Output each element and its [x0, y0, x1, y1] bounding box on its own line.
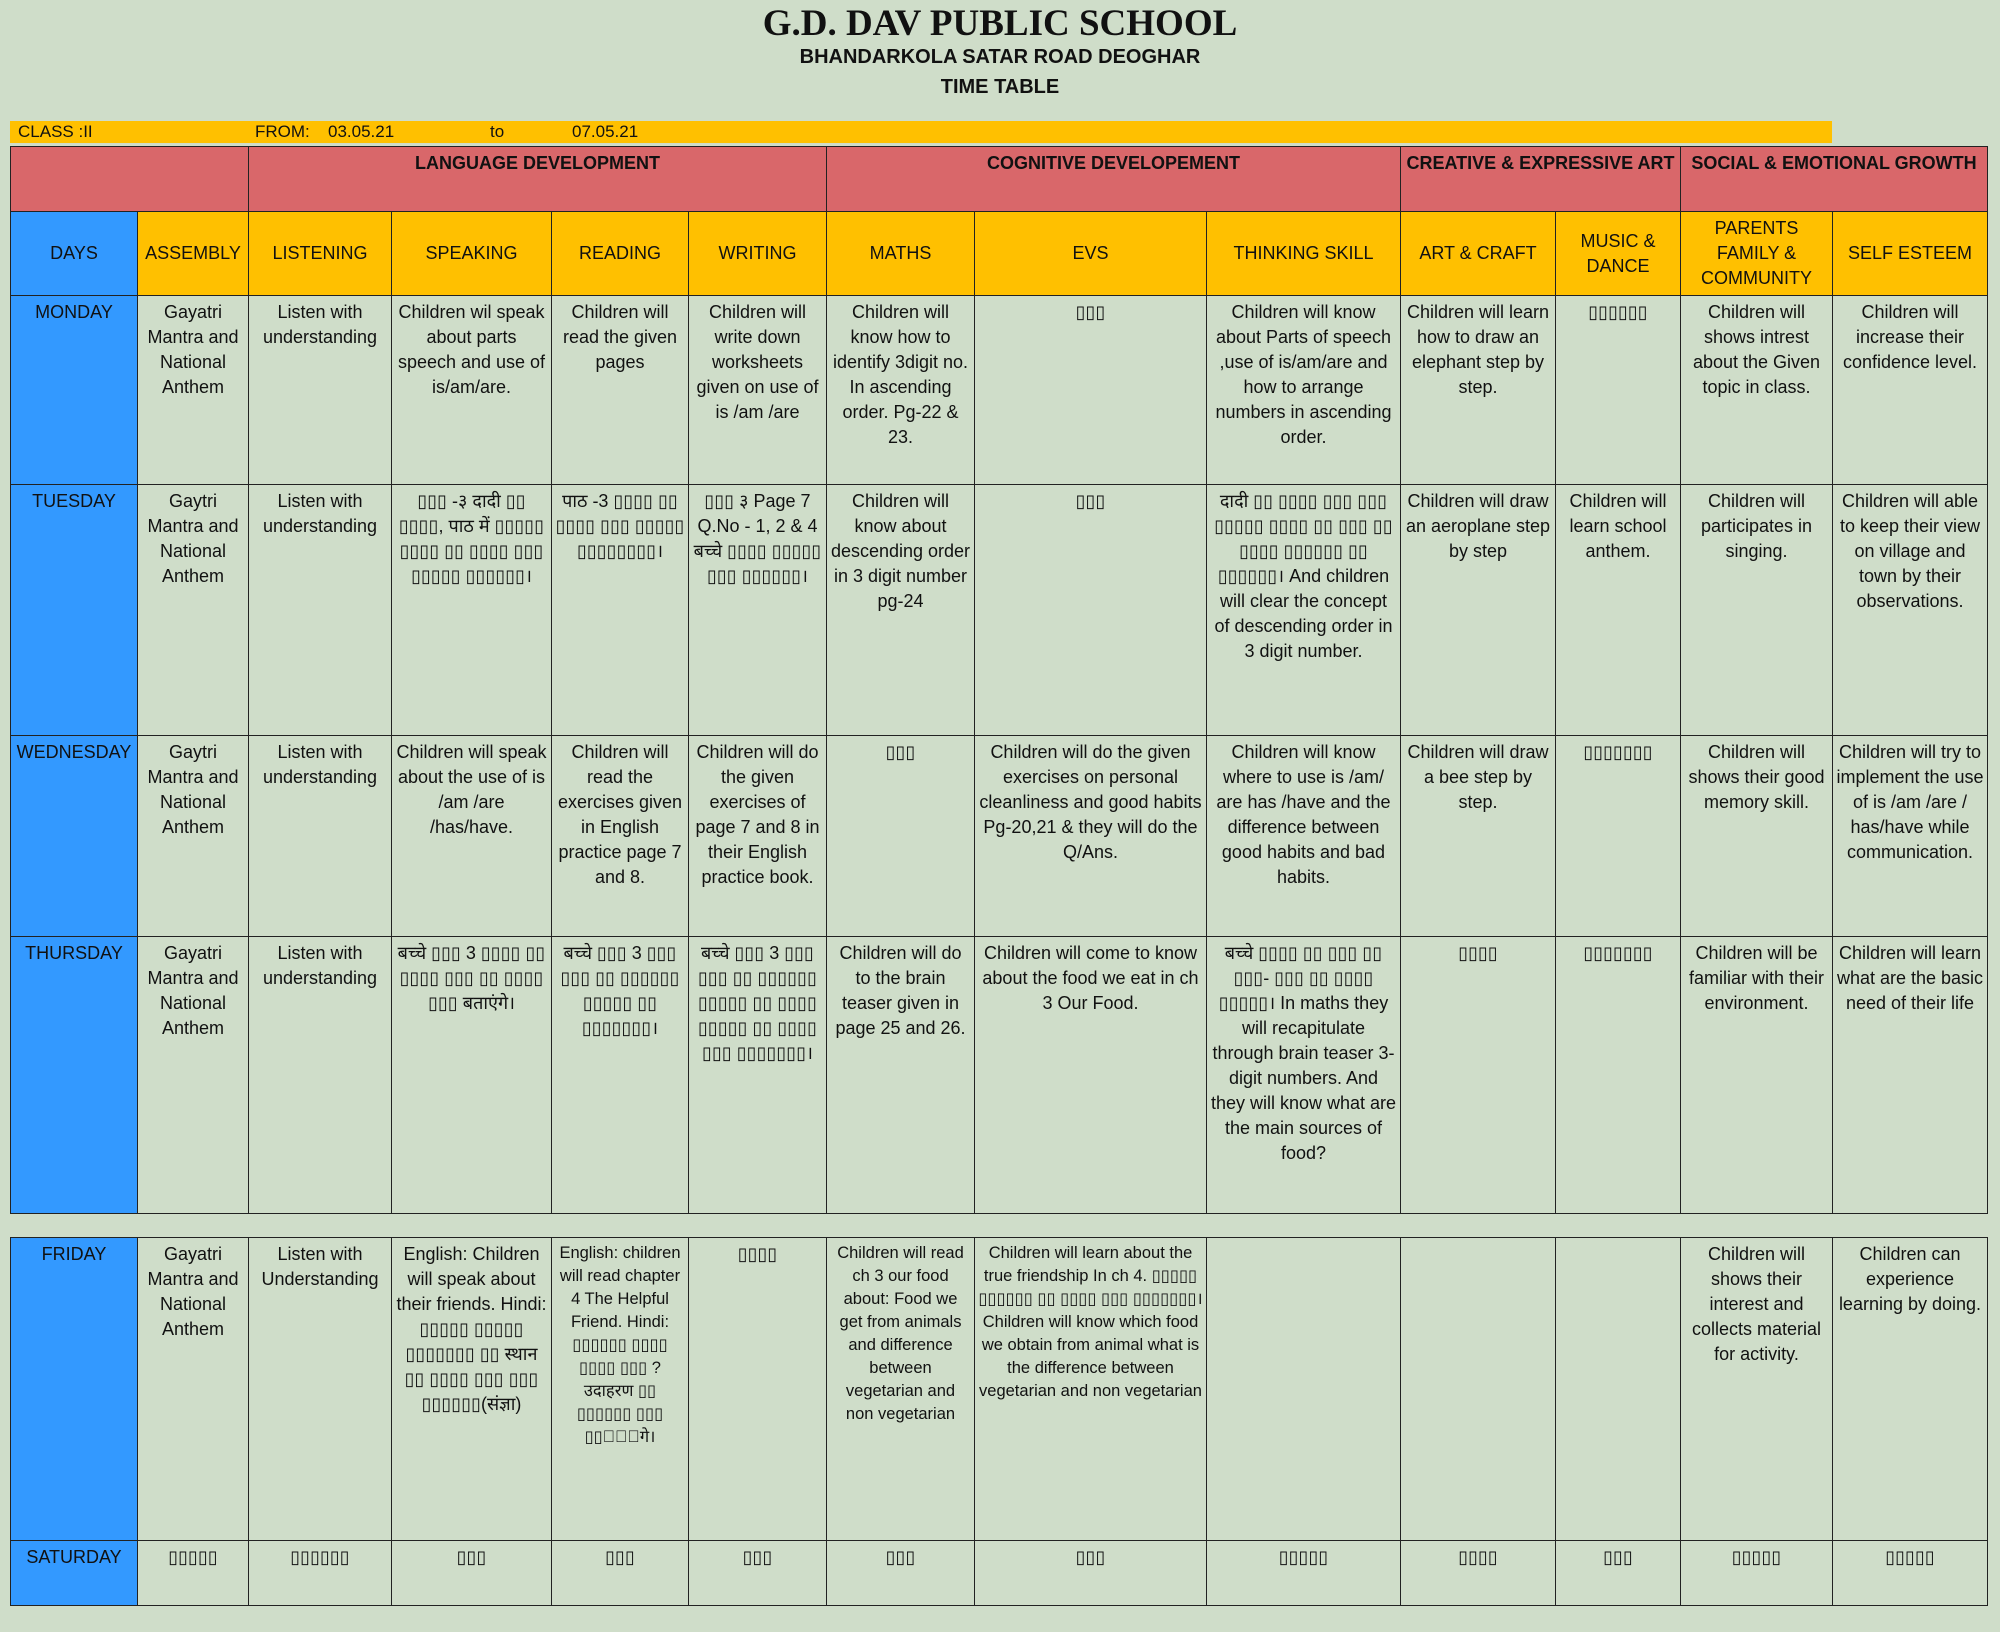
- day-row: [11, 296, 1988, 485]
- table-cell: ▯▯▯▯▯▯▯: [1556, 736, 1681, 937]
- column-header: EVS: [975, 212, 1207, 296]
- table-cell: Children will learn how to draw an elephant step by step.: [1401, 296, 1556, 485]
- day-row: [11, 485, 1988, 736]
- table-cell: Children will do to the brain teaser given in page 25 and 26.: [827, 937, 975, 1214]
- table-cell: Children will read the given pages: [552, 296, 689, 485]
- day-label: MONDAY: [11, 296, 138, 485]
- column-header: MUSIC & DANCE: [1556, 212, 1681, 296]
- table-cell: Children will do the given exercises of page 7 and 8 in their English practice book.: [689, 736, 827, 937]
- table-cell: बच्चे ▯▯▯ 3 ▯▯▯ ▯▯▯ ▯▯ ▯▯▯▯▯▯ ▯▯▯▯▯ ▯▯ ▯▯▯▯ ▯▯▯▯▯ ▯▯ ▯▯▯▯ ▯▯▯ ▯▯▯▯▯▯▯।: [689, 937, 827, 1214]
- table-cell: Children will know where to use is /am/ are has /have and the difference between good habits and bad habits.: [1207, 736, 1401, 937]
- table-cell: ▯▯▯: [1556, 1541, 1681, 1606]
- group-social: SOCIAL & EMOTIONAL GROWTH: [1681, 147, 1988, 212]
- table-cell: Children will learn what are the basic need of their life: [1833, 937, 1988, 1214]
- table-cell: Children will speak about the use of is /am /are /has/have.: [392, 736, 552, 937]
- table-cell: Children will draw a bee step by step.: [1401, 736, 1556, 937]
- column-header: MATHS: [827, 212, 975, 296]
- table-cell: ▯▯▯▯▯▯: [1556, 296, 1681, 485]
- day-label: THURSDAY: [11, 937, 138, 1214]
- table-cell: ▯▯▯▯▯: [1681, 1541, 1833, 1606]
- day-label: FRIDAY: [11, 1238, 138, 1541]
- from-date: 03.05.21: [328, 122, 395, 141]
- table-cell: ▯▯▯▯▯: [1207, 1541, 1401, 1606]
- table-cell: बच्चे ▯▯▯ 3 ▯▯▯▯ ▯▯ ▯▯▯▯ ▯▯▯ ▯▯ ▯▯▯▯ ▯▯▯ बताएंगे।: [392, 937, 552, 1214]
- table-cell: Children will be familiar with their environment.: [1681, 937, 1833, 1214]
- table-cell: ▯▯▯: [827, 736, 975, 937]
- table-cell: Children will learn school anthem.: [1556, 485, 1681, 736]
- table-cell: Children can experience learning by doing.: [1833, 1238, 1988, 1541]
- table-cell: Children will come to know about the food we eat in ch 3 Our Food.: [975, 937, 1207, 1214]
- table-cell: Listen with understanding: [249, 485, 392, 736]
- table-cell: Children will read the exercises given in English practice page 7 and 8.: [552, 736, 689, 937]
- table-cell: Children will shows their interest and collects material for activity.: [1681, 1238, 1833, 1541]
- table-cell: Listen with understanding: [249, 296, 392, 485]
- column-header: SELF ESTEEM: [1833, 212, 1988, 296]
- table-cell: ▯▯▯▯▯▯: [249, 1541, 392, 1606]
- column-header: ART & CRAFT: [1401, 212, 1556, 296]
- page-title: TIME TABLE: [940, 76, 1060, 98]
- column-header: SPEAKING: [392, 212, 552, 296]
- table-cell: Listen with understanding: [249, 937, 392, 1214]
- column-header: WRITING: [689, 212, 827, 296]
- class-bar: [10, 121, 1832, 143]
- day-row: [11, 736, 1988, 937]
- column-header: THINKING SKILL: [1207, 212, 1401, 296]
- column-header: ASSEMBLY: [138, 212, 249, 296]
- table-cell: Children will increase their confidence level.: [1833, 296, 1988, 485]
- group-cognitive: COGNITIVE DEVELOPEMENT: [827, 147, 1401, 212]
- group-blank: [11, 147, 249, 212]
- column-header-row: [11, 212, 1988, 296]
- table-cell: English: Children will speak about their friends. Hindi: ▯▯▯▯▯ ▯▯▯▯▯ ▯▯▯▯▯▯▯ ▯▯ स्थान ▯▯ ▯▯▯▯ ▯▯▯ ▯▯▯ ▯▯▯▯▯▯(संज्ञा): [392, 1238, 552, 1541]
- table-cell: ▯▯▯ ३ Page 7 Q.No - 1, 2 & 4 बच्चे ▯▯▯▯ ▯▯▯▯▯ ▯▯▯ ▯▯▯▯▯▯।: [689, 485, 827, 736]
- table-cell: ▯▯▯: [827, 1541, 975, 1606]
- table-cell: Children will draw an aeroplane step by step: [1401, 485, 1556, 736]
- table-cell: ▯▯▯▯: [689, 1238, 827, 1541]
- table-cell: Children will shows their good memory skill.: [1681, 736, 1833, 937]
- class-label: CLASS :II: [18, 122, 93, 141]
- table-cell: बच्चे ▯▯▯▯ ▯▯ ▯▯▯ ▯▯ ▯▯▯- ▯▯▯ ▯▯ ▯▯▯▯ ▯▯▯▯▯। In maths they will recapitulate through brain teaser 3-digit numbers. And they will know what are the main sources of food?: [1207, 937, 1401, 1214]
- column-header: DAYS: [11, 212, 138, 296]
- timetable-friday-saturday: [10, 1237, 1988, 1606]
- column-header: PARENTS FAMILY & COMMUNITY: [1681, 212, 1833, 296]
- table-cell: [1207, 1238, 1401, 1541]
- table-cell: ▯▯▯▯: [1401, 1541, 1556, 1606]
- day-row: [11, 937, 1988, 1214]
- group-language: LANGUAGE DEVELOPMENT: [249, 147, 827, 212]
- table-cell: Children will know about Parts of speech ,use of is/am/are and how to arrange numbers in ascending order.: [1207, 296, 1401, 485]
- table-cell: [1556, 1238, 1681, 1541]
- table-cell: Children will learn about the true friendship In ch 4. ▯▯▯▯▯ ▯▯▯▯▯▯ ▯▯ ▯▯▯▯ ▯▯▯ ▯▯▯▯▯▯▯। Children will know which food we obtain from animal what is the difference between vegetarian and non vegetarian: [975, 1238, 1207, 1541]
- timetable: [10, 146, 1988, 1214]
- table-cell: Gaytri Mantra and National Anthem: [138, 485, 249, 736]
- table-cell: दादी ▯▯ ▯▯▯▯ ▯▯▯ ▯▯▯ ▯▯▯▯▯ ▯▯▯▯ ▯▯ ▯▯▯ ▯▯ ▯▯▯▯ ▯▯▯▯▯▯ ▯▯ ▯▯▯▯▯▯। And children will clear the concept of descending order in 3 digit number.: [1207, 485, 1401, 736]
- day-label: WEDNESDAY: [11, 736, 138, 937]
- table-cell: बच्चे ▯▯▯ 3 ▯▯▯ ▯▯▯ ▯▯ ▯▯▯▯▯▯ ▯▯▯▯▯ ▯▯ ▯▯▯▯▯▯▯।: [552, 937, 689, 1214]
- table-cell: Listen with Understanding: [249, 1238, 392, 1541]
- table-cell: ▯▯▯▯▯: [1833, 1541, 1988, 1606]
- table-cell: ▯▯▯: [392, 1541, 552, 1606]
- table-cell: Listen with understanding: [249, 736, 392, 937]
- from-label: FROM:: [255, 122, 310, 141]
- table-cell: Children will shows intrest about the Given topic in class.: [1681, 296, 1833, 485]
- column-header: READING: [552, 212, 689, 296]
- table-cell: Children will know how to identify 3digit no. In ascending order. Pg-22 & 23.: [827, 296, 975, 485]
- table-cell: English: children will read chapter 4 The Helpful Friend. Hindi: ▯▯▯▯▯▯ ▯▯▯▯ ▯▯▯▯ ▯▯▯ ? उदाहरण ▯▯ ▯▯▯▯▯▯ ▯▯▯ ▯▯▯ेंगे।: [552, 1238, 689, 1541]
- table-cell: Children wil speak about parts speech and use of is/am/are.: [392, 296, 552, 485]
- table-cell: ▯▯▯: [975, 296, 1207, 485]
- table-cell: Gayatri Mantra and National Anthem: [138, 1238, 249, 1541]
- table-cell: Gayatri Mantra and National Anthem: [138, 296, 249, 485]
- group-creative: CREATIVE & EXPRESSIVE ART: [1401, 147, 1681, 212]
- table-cell: ▯▯▯: [975, 1541, 1207, 1606]
- table-cell: ▯▯▯: [689, 1541, 827, 1606]
- table-cell: Children will able to keep their view on village and town by their observations.: [1833, 485, 1988, 736]
- table-cell: ▯▯▯ -३ दादी ▯▯ ▯▯▯▯, पाठ में ▯▯▯▯▯ ▯▯▯▯ ▯▯ ▯▯▯▯ ▯▯▯ ▯▯▯▯▯ ▯▯▯▯▯▯।: [392, 485, 552, 736]
- table-cell: Children will read ch 3 our food about: Food we get from animals and difference between vegetarian and non vegetarian: [827, 1238, 975, 1541]
- table-cell: ▯▯▯: [552, 1541, 689, 1606]
- table-cell: ▯▯▯▯: [1401, 937, 1556, 1214]
- table-cell: Children will write down worksheets given on use of is /am /are: [689, 296, 827, 485]
- table-cell: ▯▯▯▯▯▯▯: [1556, 937, 1681, 1214]
- table-cell: [1401, 1238, 1556, 1541]
- day-row: [11, 1541, 1988, 1606]
- school-address: BHANDARKOLA SATAR ROAD DEOGHAR: [799, 46, 1201, 68]
- table-cell: Gayatri Mantra and National Anthem: [138, 937, 249, 1214]
- table-cell: ▯▯▯▯▯: [138, 1541, 249, 1606]
- day-label: TUESDAY: [11, 485, 138, 736]
- table-cell: पाठ -3 ▯▯▯▯ ▯▯ ▯▯▯▯ ▯▯▯ ▯▯▯▯▯ ▯▯▯▯▯▯▯▯।: [552, 485, 689, 736]
- table-cell: Children will do the given exercises on personal cleanliness and good habits Pg-20,21 & they will do the Q/Ans.: [975, 736, 1207, 937]
- table-cell: ▯▯▯: [975, 485, 1207, 736]
- to-label: to: [490, 122, 505, 141]
- table-cell: Children will know about descending order in 3 digit number pg-24: [827, 485, 975, 736]
- table-cell: Gaytri Mantra and National Anthem: [138, 736, 249, 937]
- school-name: G.D. DAV PUBLIC SCHOOL: [762, 3, 1238, 44]
- column-header: LISTENING: [249, 212, 392, 296]
- to-date: 07.05.21: [572, 122, 639, 141]
- day-row: [11, 1238, 1988, 1541]
- day-label: SATURDAY: [11, 1541, 138, 1606]
- table-cell: Children will participates in singing.: [1681, 485, 1833, 736]
- table-cell: Children will try to implement the use of is /am /are / has/have while communication.: [1833, 736, 1988, 937]
